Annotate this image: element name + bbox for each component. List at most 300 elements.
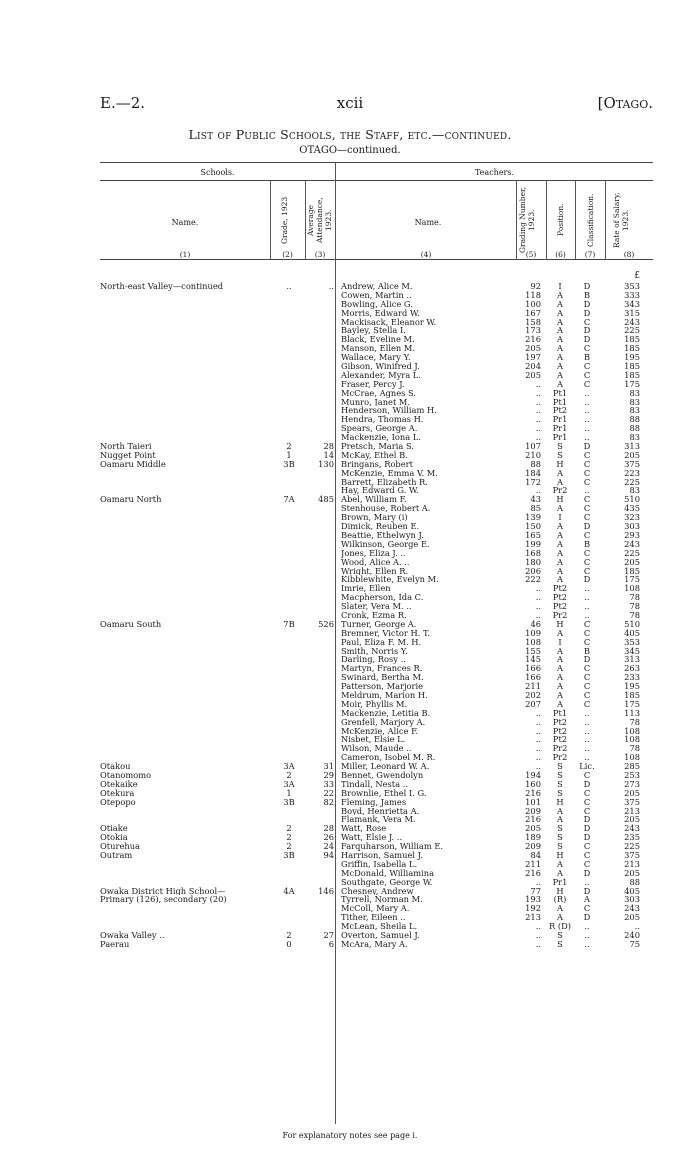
cell-teacher: Bowling, Alice G. [341,299,413,309]
cell-sal: 435 [624,503,640,514]
cell-pos: A [557,627,563,638]
cell-num: 77 [530,885,541,896]
cell-num: 109 [525,627,541,638]
cell-num: .. [535,405,541,416]
cell-teacher: McKenzie, Alice F. [341,726,419,736]
table-row [0,735,700,744]
table-row [0,753,700,762]
cell-sal: 185 [624,369,640,380]
cell-num: 210 [525,449,541,460]
col-grading-number: Grading Number, 1923. [518,186,536,254]
cell-num: .. [535,387,541,398]
cell-teacher: Paul, Eliza F. M. H. [341,637,422,647]
cell-grade: 1 [286,449,292,460]
cell-num: 213 [525,912,541,923]
cell-num: 160 [525,778,541,789]
cell-pos: H [556,618,564,629]
cell-cls: C [583,787,591,798]
table-row [0,300,700,309]
cell-teacher: Fleming, James [341,797,407,807]
cell-num: 85 [530,503,541,514]
cell-sal: 78 [629,609,640,620]
cell-num: .. [535,583,541,594]
cell-num: 211 [525,681,541,692]
cell-sal: 88 [629,876,640,887]
cell-pos: A [557,369,563,380]
table-row [0,318,700,327]
table-row [0,718,700,727]
cell-num: 92 [530,281,541,291]
cell-pos: Pt2 [552,716,568,727]
cell-sal: 225 [624,841,640,852]
cell-num: .. [535,423,541,434]
cell-pos: S [557,938,563,949]
cell-pos: S [557,832,563,843]
col-position: Position. [556,203,565,237]
cell-sal: 205 [624,912,640,923]
colnum-5: (5) [525,250,537,259]
cell-pos: Pr1 [552,414,568,425]
cell-num: 165 [525,529,541,540]
cell-sal: 273 [624,778,640,789]
cell-school: Oturehua [100,842,140,852]
cell-sal: 313 [624,654,640,665]
cell-num: 207 [525,698,541,709]
cell-pos: Pr2 [552,752,568,763]
cell-num: 205 [525,343,541,354]
cell-cls: .. [584,921,590,932]
table-row [0,922,700,931]
cell-pos: A [557,912,563,923]
cell-att: .. [328,281,334,291]
cell-pos: Pt2 [552,734,568,745]
cell-school: Oamaru South [100,619,162,629]
cell-school: Nugget Point [100,450,156,460]
cell-pos: A [557,689,563,700]
table-row [0,842,700,851]
table-row [0,771,700,780]
page-number: xcii [336,94,364,112]
cell-cls: C [583,494,591,505]
cell-teacher: Gibson, Winifred J. [341,362,420,371]
table-row [0,709,700,718]
cell-num: .. [535,432,541,443]
table-row [0,673,700,682]
cell-school: Primary (126), secondary (20) [100,895,227,905]
cell-teacher: Brownlie, Ethel I. G. [341,788,427,798]
cell-teacher: Macpherson, Ida C. [341,593,424,603]
cell-teacher: Morris, Edward W. [341,308,420,318]
cell-num: 139 [525,512,541,523]
table-row [0,682,700,691]
table-row [0,353,700,362]
cell-sal: 353 [624,636,640,647]
cell-cls: C [583,841,591,852]
cell-num: .. [535,752,541,763]
cell-pos: A [557,538,563,549]
table-row [0,344,700,353]
cell-teacher: Turner, George A. [341,619,417,629]
table-row [0,398,700,407]
table-row [0,762,700,771]
table-row [0,593,700,602]
cell-cls: C [583,805,591,816]
cell-school: Otanomomo [100,770,152,780]
cell-teacher: Griffin, Isabella L. [341,859,418,869]
cell-sal: 205 [624,449,640,460]
currency-symbol: £ [634,271,640,281]
cell-pos: Pr2 [552,743,568,754]
cell-pos: A [557,307,563,318]
table-row [0,371,700,380]
cell-num: .. [535,601,541,612]
cell-sal: 225 [624,325,640,336]
col-divider-4 [546,181,547,260]
cell-pos: A [557,681,563,692]
cell-pos: A [557,556,563,567]
cell-cls: D [583,654,591,665]
cell-num: 205 [525,823,541,834]
cell-pos: Pr2 [552,485,568,496]
table-row [0,406,700,415]
table-row [0,309,700,318]
cell-sal: .. [634,921,640,932]
cell-pos: R (D) [548,921,571,932]
cell-teacher: Darling, Rosy .. [341,655,406,665]
colnum-1: (1) [179,250,191,259]
cell-pos: A [557,334,563,345]
table-row [0,567,700,576]
cell-att: 14 [323,449,334,460]
colnum-4: (4) [420,250,432,259]
cell-cls: C [583,512,591,523]
cell-teacher: McDonald, Williamina [341,868,435,878]
cell-sal: 263 [624,663,640,674]
table-row [0,780,700,789]
cell-teacher: Stenhouse, Robert A. [341,504,431,514]
cell-cls: D [583,885,591,896]
cell-num: 88 [530,458,541,469]
page-ref-right: [Otago. [597,94,653,112]
cell-sal: 205 [624,814,640,825]
cell-cls: .. [584,387,590,398]
cell-pos: Pr1 [552,432,568,443]
cell-pos: A [557,672,563,683]
cell-pos: Pt1 [552,387,568,398]
cell-teacher: Farquharson, William E. [341,842,444,852]
cell-pos: Pt1 [552,396,568,407]
cell-sal: 303 [624,521,640,532]
cell-pos: I [558,636,562,647]
cell-num: 192 [525,903,541,914]
colnum-3: (3) [314,250,326,259]
cell-teacher: Boyd, Henrietta A. [341,806,420,816]
cell-sal: 205 [624,787,640,798]
cell-cls: .. [584,601,590,612]
cell-sal: 375 [624,796,640,807]
cell-grade: 7B [283,618,295,629]
cell-pos: S [557,441,563,452]
cell-pos: Pr1 [552,423,568,434]
cell-num: 209 [525,805,541,816]
cell-sal: 88 [629,423,640,434]
cell-pos: A [557,467,563,478]
cell-sal: 108 [624,752,640,763]
cell-grade: 2 [286,441,292,452]
cell-pos: S [557,823,563,834]
col-grade: Grade, 1923 [280,196,289,244]
table-row [0,460,700,469]
cell-num: 211 [525,858,541,869]
table-row [0,531,700,540]
cell-cls: C [583,698,591,709]
schools-group-header: Schools. [200,168,235,177]
cell-num: 189 [525,832,541,843]
table-row [0,727,700,736]
cell-num: 43 [530,494,541,505]
cell-cls: .. [584,405,590,416]
cell-cls: A [584,894,590,905]
cell-sal: 88 [629,414,640,425]
cell-pos: Pt1 [552,707,568,718]
cell-num: .. [535,921,541,932]
cell-pos: A [557,645,563,656]
cell-pos: Pr1 [552,876,568,887]
cell-sal: 225 [624,547,640,558]
cell-school: North Taieri [100,442,152,451]
cell-att: 6 [328,938,334,949]
cell-cls: D [583,574,591,585]
cell-pos: A [557,663,563,674]
cell-cls: D [583,778,591,789]
cell-sal: 205 [624,556,640,567]
cell-cls: C [583,316,591,327]
cell-cls: C [583,663,591,674]
cell-num: .. [535,734,541,745]
cell-pos: A [557,352,563,363]
cell-teacher: Miller, Leonard W. A. [341,762,430,771]
cell-sal: 233 [624,672,640,683]
table-row [0,647,700,656]
cell-num: 173 [525,325,541,336]
cell-att: 28 [323,441,334,452]
cell-grade: 3B [283,796,295,807]
cell-pos: A [557,574,563,585]
table-row [0,442,700,451]
cell-pos: A [557,343,563,354]
cell-pos: A [557,316,563,327]
col-teacher-name: Name. [414,218,442,227]
table-row [0,904,700,913]
cell-teacher: Manson, Ellen M. [341,344,416,354]
cell-sal: 225 [624,476,640,487]
cell-num: 167 [525,307,541,318]
cell-teacher: Nisbet, Elsie L. [341,735,406,745]
cell-pos: S [557,841,563,852]
table-row [0,664,700,673]
cell-sal: 78 [629,592,640,603]
table-row [0,602,700,611]
cell-pos: H [556,458,564,469]
cell-cls: D [583,823,591,834]
cell-sal: 108 [624,725,640,736]
colnum-2: (2) [282,250,293,259]
cell-school: Oamaru North [100,495,162,505]
cell-cls: C [583,858,591,869]
region-title: OTAGO—continued. [299,145,401,156]
cell-cls: C [583,769,591,780]
cell-sal: 175 [624,574,640,585]
table-row [0,469,700,478]
cell-sal: 293 [624,529,640,540]
table-row [0,789,700,798]
cell-num: 206 [525,565,541,576]
cell-pos: S [557,761,563,772]
cell-sal: 83 [629,387,640,398]
cell-grade: 2 [286,832,292,843]
cell-grade: 3A [283,778,295,789]
table-row [0,424,700,433]
cell-teacher: Wilkinson, George E. [341,539,430,549]
cell-cls: .. [584,485,590,496]
cell-cls: .. [584,423,590,434]
table-row [0,433,700,442]
cell-cls: .. [584,583,590,594]
cell-sal: 223 [624,467,640,478]
cell-school: Otiake [100,824,128,834]
cell-pos: A [557,325,563,336]
cell-sal: 195 [624,681,640,692]
table-row [0,326,700,335]
cell-pos: H [556,885,564,896]
cell-num: .. [535,876,541,887]
cell-num: 107 [525,441,541,452]
cell-num: 46 [530,618,541,629]
cell-sal: 243 [624,823,640,834]
cell-num: .. [535,716,541,727]
cell-pos: A [557,503,563,514]
cell-num: .. [535,938,541,949]
table-row [0,700,700,709]
cell-cls: C [583,681,591,692]
cell-cls: C [583,343,591,354]
cell-cls: D [583,334,591,345]
cell-teacher: Mackenzie, Letitia B. [341,708,431,718]
table-row [0,380,700,389]
cell-cls: C [583,796,591,807]
cell-num: .. [535,485,541,496]
cell-teacher: Smith, Norris Y. [341,646,408,656]
cell-sal: 75 [629,938,640,949]
cell-teacher: McColl, Mary A. [341,904,410,914]
cell-cls: C [583,378,591,389]
table-row [0,540,700,549]
cell-school: Otokia [100,833,128,843]
cell-pos: A [557,814,563,825]
cell-school: Otekaike [100,779,138,789]
cell-num: 216 [525,787,541,798]
cell-pos: A [557,698,563,709]
table-row [0,495,700,504]
cell-teacher: Brown, Mary (i) [341,513,408,523]
table-row [0,629,700,638]
cell-sal: 243 [624,903,640,914]
cell-school: Otakou [100,762,131,771]
cell-pos: (R) [553,894,567,905]
cell-teacher: Mackisack, Eleanor W. [341,317,437,327]
cell-sal: 78 [629,601,640,612]
cell-att: 29 [323,769,334,780]
cell-pos: H [556,850,564,860]
cell-teacher: Andrew, Alice M. [341,282,413,291]
cell-cls: C [583,369,591,380]
cell-cls: C [583,636,591,647]
cell-grade: 3B [283,850,295,860]
cell-cls: .. [584,592,590,603]
cell-sal: 510 [624,494,640,505]
cell-sal: 175 [624,698,640,709]
table-row [0,744,700,753]
table-row [0,691,700,700]
cell-grade: 2 [286,930,292,941]
cell-sal: 185 [624,361,640,372]
cell-cls: C [583,850,591,860]
colnum-7: (7) [584,250,596,259]
cell-teacher: Barrett, Elizabeth R. [341,477,428,487]
table-row [0,913,700,922]
cell-num: 222 [525,574,541,585]
table-row [0,869,700,878]
cell-pos: A [557,361,563,372]
cell-num: .. [535,743,541,754]
cell-cls: .. [584,930,590,941]
cell-pos: A [557,529,563,540]
cell-cls: D [583,521,591,532]
table-row [0,415,700,424]
cell-pos: A [557,654,563,665]
cell-num: 101 [525,796,541,807]
cell-sal: 240 [624,930,640,941]
cell-att: 130 [318,458,334,469]
cell-sal: 303 [624,894,640,905]
table-row [0,584,700,593]
cell-pos: A [557,378,563,389]
cell-num: 155 [525,645,541,656]
cell-cls: C [583,503,591,514]
cell-pos: S [557,449,563,460]
cell-sal: 78 [629,743,640,754]
cell-cls: D [583,307,591,318]
cell-sal: 313 [624,441,640,452]
cell-num: .. [535,707,541,718]
cell-teacher: Watt, Elsie J. .. [341,833,403,843]
cell-school: Outram [100,851,133,860]
cell-cls: B [583,645,591,656]
cell-sal: 185 [624,334,640,345]
cell-school: Otekura [100,788,135,798]
cell-cls: C [583,565,591,576]
cell-cls: D [583,281,591,291]
cell-pos: H [556,494,564,505]
table-row [0,478,700,487]
col-school-name: Name. [171,218,199,227]
cell-teacher: McCrae, Agnes S. [341,388,417,398]
cell-cls: C [583,547,591,558]
cell-cls: .. [584,876,590,887]
cell-teacher: Bremner, Victor H. T. [341,628,430,638]
cell-num: 209 [525,841,541,852]
cell-cls: C [583,672,591,683]
